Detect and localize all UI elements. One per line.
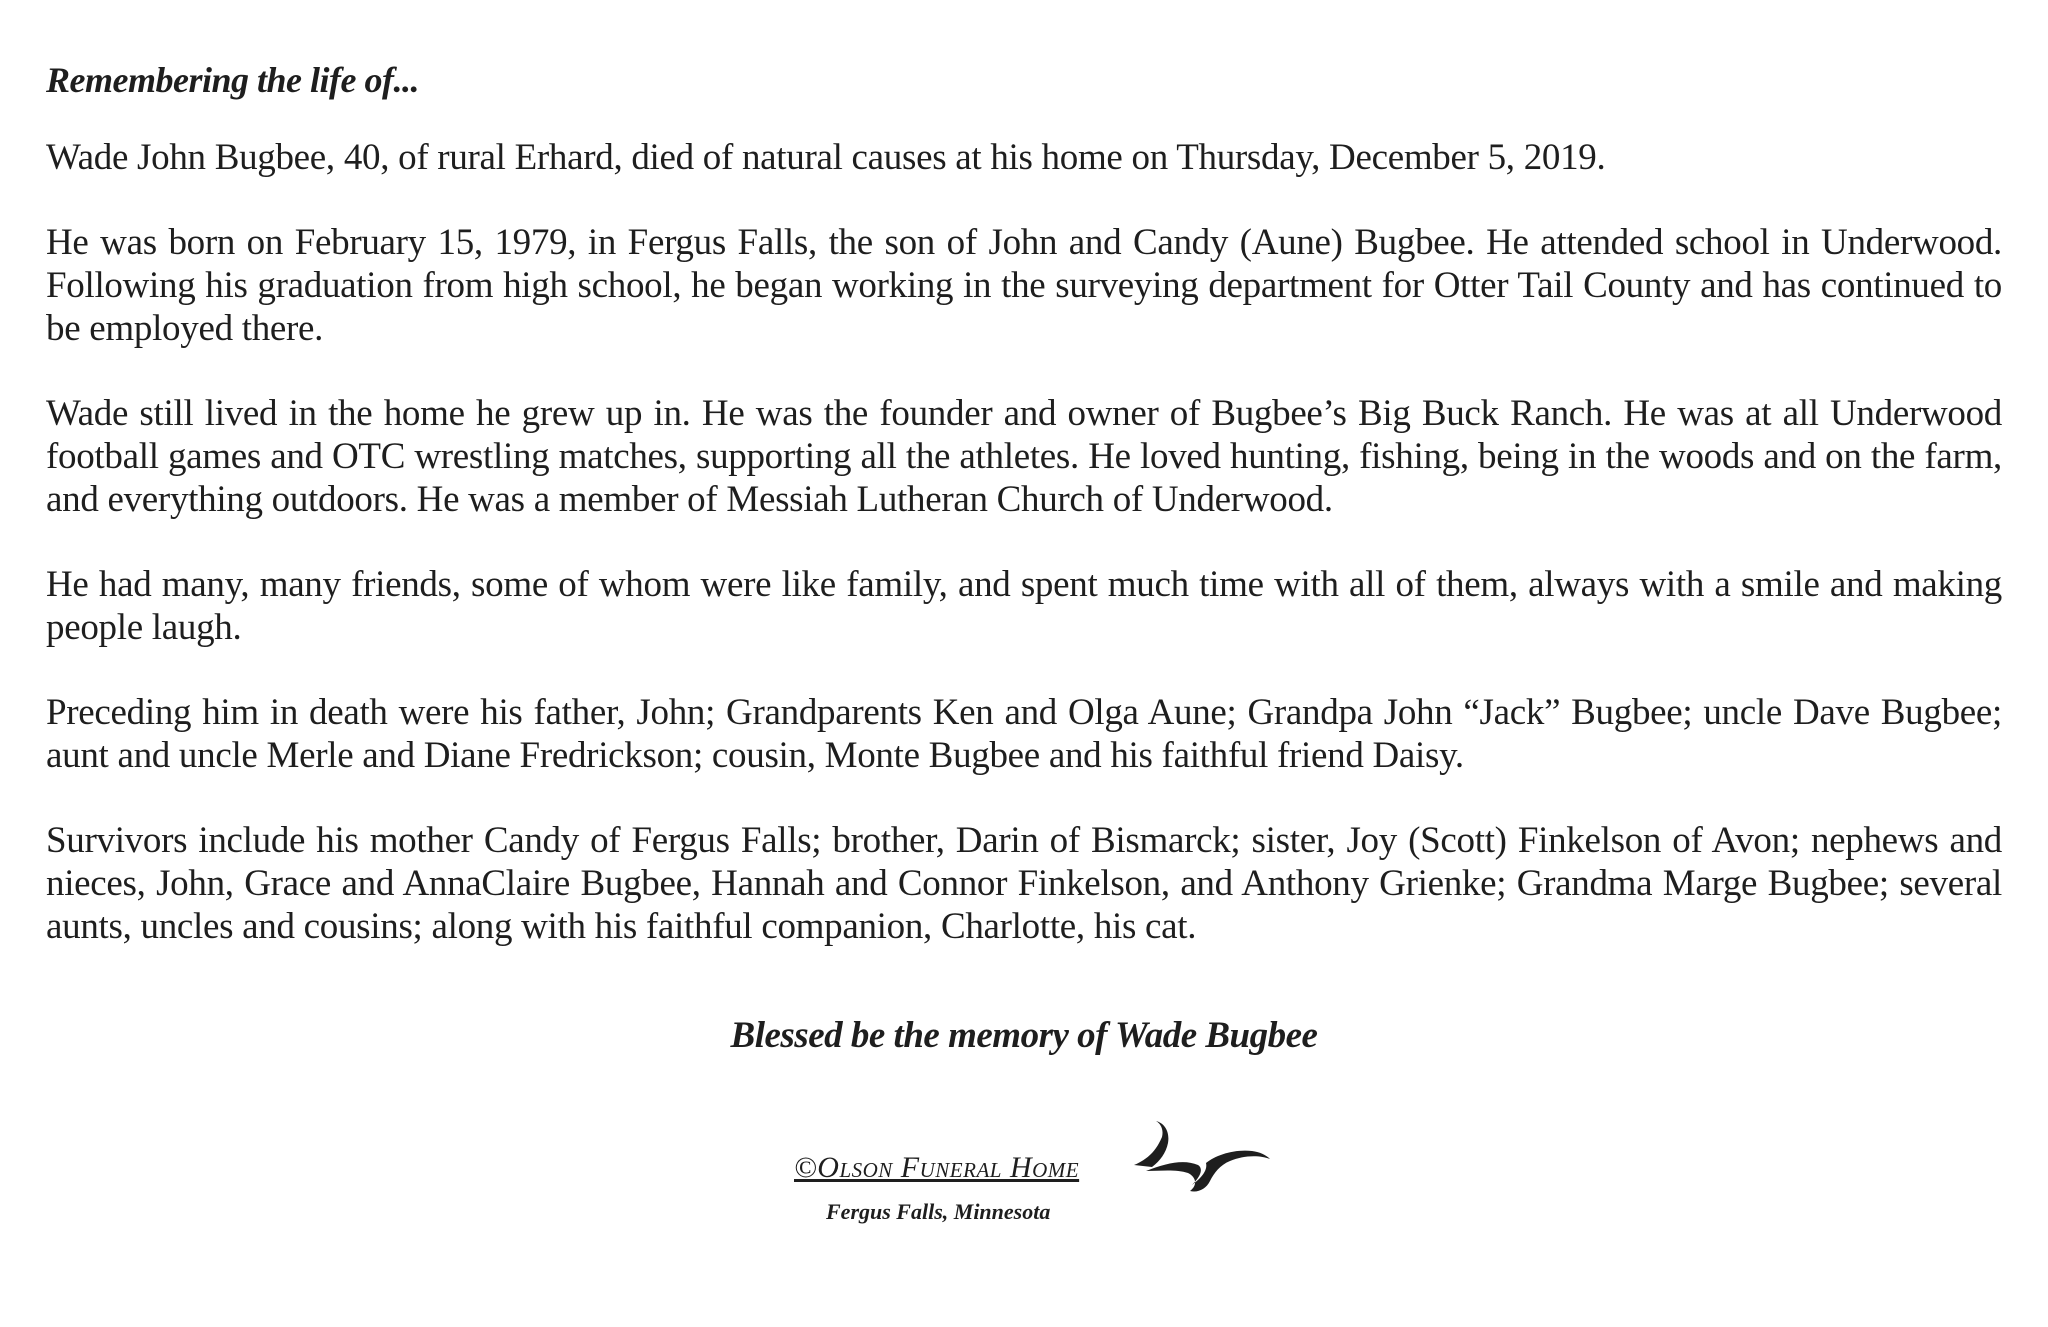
funeral-home-logo bbox=[790, 1115, 1290, 1235]
funeral-home-name: ©Olson Funeral Home bbox=[794, 1151, 1080, 1184]
paragraph-friends: He had many, many friends, some of whom were like family, and spent much time with all of them, always with a smile and making people laugh. bbox=[46, 564, 2002, 648]
paragraph-death-notice: Wade John Bugbee, 40, of rural Erhard, died of natural causes at his home on Thursday, December 5, 2019. bbox=[46, 137, 1606, 178]
paragraph-survivors: Survivors include his mother Candy of Fergus Falls; brother, Darin of Bismarck; sister, Joy (Scott) Finkelson of Avon; nephews and nieces, John, Grace and AnnaClaire Bugbee, Hannah and Connor Finkelson, and Anthony Grienke; Grandma Marge Bugbee; several aunts, uncles and cousins; along with his faithful companion, Charlotte, his cat. bbox=[46, 820, 2002, 947]
closing-blessing: Blessed be the memory of Wade Bugbee bbox=[730, 1015, 1318, 1056]
paragraph-life-interests: Wade still lived in the home he grew up in. He was the founder and owner of Bugbee’s Big Buck Ranch. He was at all Underwood football games and OTC wrestling matches, supporting all the athletes. He loved hunting, fishing, being in the woods and on the farm, and everything outdoors. He was a member of Messiah Lutheran Church of Underwood. bbox=[46, 393, 2002, 520]
bird-icon bbox=[1126, 1115, 1276, 1195]
funeral-home-city: Fergus Falls, Minnesota bbox=[826, 1199, 1051, 1224]
paragraph-birth-career: He was born on February 15, 1979, in Fergus Falls, the son of John and Candy (Aune) Bugbee. He attended school in Underwood. Following his graduation from high school, he began working in the surveying department for Otter Tail County and has continued to be employed there. bbox=[46, 222, 2002, 349]
paragraph-preceded-in-death: Preceding him in death were his father, John; Grandparents Ken and Olga Aune; Grandpa John “Jack” Bugbee; uncle Dave Bugbee; aunt and uncle Merle and Diane Fredrickson; cousin, Monte Bugbee and his faithful friend Daisy. bbox=[46, 692, 2002, 776]
document-heading: Remembering the life of... bbox=[46, 60, 419, 100]
obituary-document bbox=[46, 58, 2002, 1058]
